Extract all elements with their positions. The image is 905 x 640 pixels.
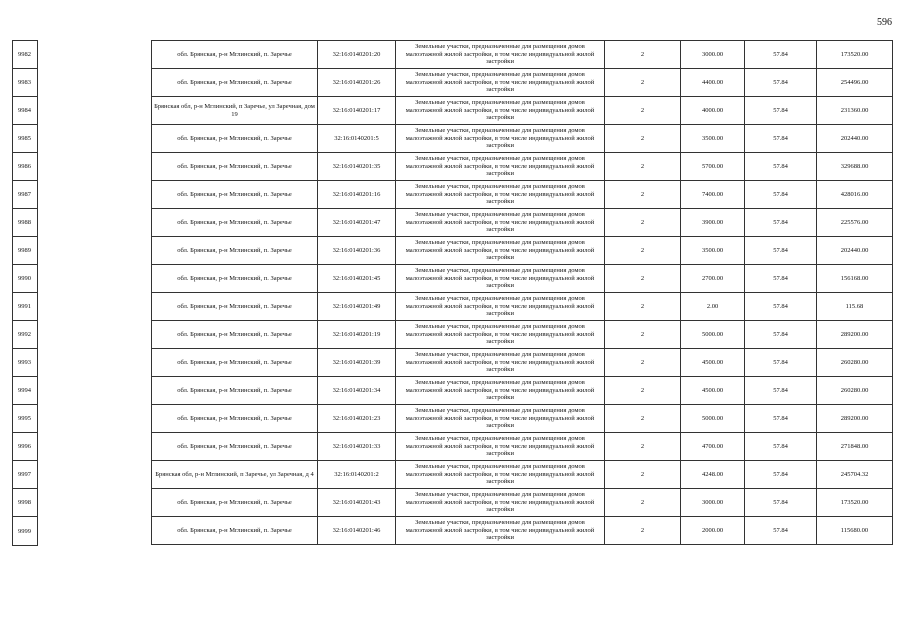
group-cell: 2 bbox=[605, 125, 681, 153]
group-cell: 2 bbox=[605, 209, 681, 237]
address-cell: обл. Брянская, р-н Мглинский, п. Заречье bbox=[152, 349, 318, 377]
land-purpose-cell: Земельные участки, предназначенные для размещения домов малоэтажной жилой застройки, в том числе индивидуальной жилой застройки bbox=[396, 405, 605, 433]
row-number: 9998 bbox=[13, 489, 37, 517]
table-row bbox=[152, 349, 893, 377]
row-number: 9991 bbox=[13, 293, 37, 321]
table-row bbox=[152, 377, 893, 405]
land-purpose-cell: Земельные участки, предназначенные для размещения домов малоэтажной жилой застройки, в том числе индивидуальной жилой застройки bbox=[396, 265, 605, 293]
cadastral-value-cell: 231360.00 bbox=[817, 97, 893, 125]
specific-value-cell: 57.84 bbox=[745, 209, 817, 237]
group-cell: 2 bbox=[605, 293, 681, 321]
table-row bbox=[152, 489, 893, 517]
address-cell: обл. Брянская, р-н Мглинский, п. Заречье bbox=[152, 181, 318, 209]
land-purpose-cell: Земельные участки, предназначенные для размещения домов малоэтажной жилой застройки, в том числе индивидуальной жилой застройки bbox=[396, 125, 605, 153]
row-number: 9990 bbox=[13, 265, 37, 293]
page-number: 596 bbox=[877, 17, 892, 28]
area-cell: 3500.00 bbox=[681, 237, 745, 265]
cadastral-number-cell: 32:16:0140201:46 bbox=[318, 517, 396, 545]
land-purpose-cell: Земельные участки, предназначенные для размещения домов малоэтажной жилой застройки, в том числе индивидуальной жилой застройки bbox=[396, 461, 605, 489]
cadastral-value-cell: 271848.00 bbox=[817, 433, 893, 461]
land-purpose-cell: Земельные участки, предназначенные для размещения домов малоэтажной жилой застройки, в том числе индивидуальной жилой застройки bbox=[396, 41, 605, 69]
area-cell: 4400.00 bbox=[681, 69, 745, 97]
group-cell: 2 bbox=[605, 237, 681, 265]
group-cell: 2 bbox=[605, 349, 681, 377]
address-cell: обл. Брянская, р-н Мглинский, п. Заречье bbox=[152, 209, 318, 237]
cadastral-number-cell: 32:16:0140201:35 bbox=[318, 153, 396, 181]
area-cell: 3000.00 bbox=[681, 489, 745, 517]
cadastral-value-cell: 115680.00 bbox=[817, 517, 893, 545]
row-number: 9994 bbox=[13, 377, 37, 405]
address-cell: обл. Брянская, р-н Мглинский, п. Заречье bbox=[152, 377, 318, 405]
table-row bbox=[152, 125, 893, 153]
group-cell: 2 bbox=[605, 265, 681, 293]
area-cell: 2700.00 bbox=[681, 265, 745, 293]
cadastral-number-cell: 32:16:0140201:49 bbox=[318, 293, 396, 321]
specific-value-cell: 57.84 bbox=[745, 237, 817, 265]
address-cell: обл. Брянская, р-н Мглинский, п. Заречье bbox=[152, 489, 318, 517]
table-row bbox=[152, 461, 893, 489]
address-cell: обл. Брянская, р-н Мглинский, п. Заречье bbox=[152, 405, 318, 433]
cadastral-number-cell: 32:16:0140201:43 bbox=[318, 489, 396, 517]
land-purpose-cell: Земельные участки, предназначенные для размещения домов малоэтажной жилой застройки, в том числе индивидуальной жилой застройки bbox=[396, 97, 605, 125]
address-cell: обл. Брянская, р-н Мглинский, п. Заречье bbox=[152, 41, 318, 69]
specific-value-cell: 57.84 bbox=[745, 517, 817, 545]
area-cell: 2.00 bbox=[681, 293, 745, 321]
group-cell: 2 bbox=[605, 489, 681, 517]
cadastral-number-cell: 32:16:0140201:5 bbox=[318, 125, 396, 153]
specific-value-cell: 57.84 bbox=[745, 321, 817, 349]
cadastral-number-cell: 32:16:0140201:19 bbox=[318, 321, 396, 349]
cadastral-value-cell: 225576.00 bbox=[817, 209, 893, 237]
specific-value-cell: 57.84 bbox=[745, 349, 817, 377]
group-cell: 2 bbox=[605, 41, 681, 69]
address-cell: обл. Брянская, р-н Мглинский, п. Заречье bbox=[152, 125, 318, 153]
address-cell: обл. Брянская, р-н Мглинский, п. Заречье bbox=[152, 517, 318, 545]
specific-value-cell: 57.84 bbox=[745, 489, 817, 517]
cadastral-number-cell: 32:16:0140201:16 bbox=[318, 181, 396, 209]
cadastral-number-cell: 32:16:0140201:45 bbox=[318, 265, 396, 293]
land-purpose-cell: Земельные участки, предназначенные для размещения домов малоэтажной жилой застройки, в том числе индивидуальной жилой застройки bbox=[396, 293, 605, 321]
land-purpose-cell: Земельные участки, предназначенные для размещения домов малоэтажной жилой застройки, в том числе индивидуальной жилой застройки bbox=[396, 181, 605, 209]
specific-value-cell: 57.84 bbox=[745, 461, 817, 489]
address-cell: Брянская обл, р-н Мглинский, п Заречье, ул Заречная, д 4 bbox=[152, 461, 318, 489]
land-purpose-cell: Земельные участки, предназначенные для размещения домов малоэтажной жилой застройки, в том числе индивидуальной жилой застройки bbox=[396, 69, 605, 97]
area-cell: 2000.00 bbox=[681, 517, 745, 545]
cadastral-value-cell: 245704.32 bbox=[817, 461, 893, 489]
address-cell: обл. Брянская, р-н Мглинский, п. Заречье bbox=[152, 153, 318, 181]
row-number: 9984 bbox=[13, 97, 37, 125]
cadastral-number-cell: 32:16:0140201:33 bbox=[318, 433, 396, 461]
cadastral-number-cell: 32:16:0140201:39 bbox=[318, 349, 396, 377]
specific-value-cell: 57.84 bbox=[745, 125, 817, 153]
address-cell: обл. Брянская, р-н Мглинский, п. Заречье bbox=[152, 433, 318, 461]
area-cell: 4000.00 bbox=[681, 97, 745, 125]
specific-value-cell: 57.84 bbox=[745, 41, 817, 69]
cadastral-number-cell: 32:16:0140201:34 bbox=[318, 377, 396, 405]
cadastral-value-cell: 254496.00 bbox=[817, 69, 893, 97]
land-purpose-cell: Земельные участки, предназначенные для размещения домов малоэтажной жилой застройки, в том числе индивидуальной жилой застройки bbox=[396, 433, 605, 461]
row-number: 9995 bbox=[13, 405, 37, 433]
table-row bbox=[152, 237, 893, 265]
row-number: 9993 bbox=[13, 349, 37, 377]
group-cell: 2 bbox=[605, 181, 681, 209]
row-number: 9989 bbox=[13, 237, 37, 265]
table-row bbox=[152, 69, 893, 97]
land-purpose-cell: Земельные участки, предназначенные для размещения домов малоэтажной жилой застройки, в том числе индивидуальной жилой застройки bbox=[396, 517, 605, 545]
row-number: 9997 bbox=[13, 461, 37, 489]
group-cell: 2 bbox=[605, 405, 681, 433]
address-cell: обл. Брянская, р-н Мглинский, п. Заречье bbox=[152, 69, 318, 97]
row-number: 9982 bbox=[13, 41, 37, 69]
cadastral-value-cell: 173520.00 bbox=[817, 489, 893, 517]
cadastral-value-cell: 115.68 bbox=[817, 293, 893, 321]
area-cell: 5700.00 bbox=[681, 153, 745, 181]
table-row bbox=[152, 97, 893, 125]
cadastral-value-table bbox=[151, 40, 893, 545]
row-number: 9983 bbox=[13, 69, 37, 97]
specific-value-cell: 57.84 bbox=[745, 405, 817, 433]
land-purpose-cell: Земельные участки, предназначенные для размещения домов малоэтажной жилой застройки, в том числе индивидуальной жилой застройки bbox=[396, 489, 605, 517]
cadastral-number-cell: 32:16:0140201:17 bbox=[318, 97, 396, 125]
cadastral-number-cell: 32:16:0140201:2 bbox=[318, 461, 396, 489]
area-cell: 4700.00 bbox=[681, 433, 745, 461]
specific-value-cell: 57.84 bbox=[745, 97, 817, 125]
cadastral-number-cell: 32:16:0140201:20 bbox=[318, 41, 396, 69]
table-row bbox=[152, 181, 893, 209]
land-purpose-cell: Земельные участки, предназначенные для размещения домов малоэтажной жилой застройки, в том числе индивидуальной жилой застройки bbox=[396, 209, 605, 237]
cadastral-value-cell: 156168.00 bbox=[817, 265, 893, 293]
row-number: 9988 bbox=[13, 209, 37, 237]
cadastral-number-cell: 32:16:0140201:26 bbox=[318, 69, 396, 97]
cadastral-value-cell: 260280.00 bbox=[817, 377, 893, 405]
specific-value-cell: 57.84 bbox=[745, 433, 817, 461]
row-number: 9992 bbox=[13, 321, 37, 349]
table-row bbox=[152, 293, 893, 321]
cadastral-value-cell: 428016.00 bbox=[817, 181, 893, 209]
row-number: 9999 bbox=[18, 527, 31, 535]
row-number: 9985 bbox=[13, 125, 37, 153]
row-number: 9986 bbox=[13, 153, 37, 181]
group-cell: 2 bbox=[605, 461, 681, 489]
group-cell: 2 bbox=[605, 153, 681, 181]
specific-value-cell: 57.84 bbox=[745, 181, 817, 209]
cadastral-value-cell: 289200.00 bbox=[817, 405, 893, 433]
specific-value-cell: 57.84 bbox=[745, 69, 817, 97]
table-row bbox=[152, 517, 893, 545]
area-cell: 3000.00 bbox=[681, 41, 745, 69]
area-cell: 5000.00 bbox=[681, 321, 745, 349]
row-number: 9987 bbox=[13, 181, 37, 209]
land-purpose-cell: Земельные участки, предназначенные для размещения домов малоэтажной жилой застройки, в том числе индивидуальной жилой застройки bbox=[396, 321, 605, 349]
cadastral-value-cell: 289200.00 bbox=[817, 321, 893, 349]
address-cell: обл. Брянская, р-н Мглинский, п. Заречье bbox=[152, 293, 318, 321]
cadastral-value-cell: 173520.00 bbox=[817, 41, 893, 69]
table-row bbox=[152, 433, 893, 461]
address-cell: обл. Брянская, р-н Мглинский, п. Заречье bbox=[152, 265, 318, 293]
area-cell: 5000.00 bbox=[681, 405, 745, 433]
cadastral-number-cell: 32:16:0140201:36 bbox=[318, 237, 396, 265]
row-number-column bbox=[12, 40, 38, 546]
cadastral-value-cell: 329688.00 bbox=[817, 153, 893, 181]
address-cell: Брянская обл, р-н Мглинский, п Заречье, ул Заречная, дом 19 bbox=[152, 97, 318, 125]
area-cell: 7400.00 bbox=[681, 181, 745, 209]
table-row bbox=[152, 265, 893, 293]
group-cell: 2 bbox=[605, 97, 681, 125]
specific-value-cell: 57.84 bbox=[745, 293, 817, 321]
group-cell: 2 bbox=[605, 377, 681, 405]
table-row bbox=[152, 41, 893, 69]
group-cell: 2 bbox=[605, 433, 681, 461]
group-cell: 2 bbox=[605, 321, 681, 349]
cadastral-value-cell: 260280.00 bbox=[817, 349, 893, 377]
area-cell: 4500.00 bbox=[681, 349, 745, 377]
land-purpose-cell: Земельные участки, предназначенные для размещения домов малоэтажной жилой застройки, в том числе индивидуальной жилой застройки bbox=[396, 153, 605, 181]
area-cell: 4500.00 bbox=[681, 377, 745, 405]
area-cell: 3500.00 bbox=[681, 125, 745, 153]
specific-value-cell: 57.84 bbox=[745, 377, 817, 405]
area-cell: 4248.00 bbox=[681, 461, 745, 489]
cadastral-value-cell: 202440.00 bbox=[817, 237, 893, 265]
group-cell: 2 bbox=[605, 69, 681, 97]
table-row bbox=[152, 405, 893, 433]
land-purpose-cell: Земельные участки, предназначенные для размещения домов малоэтажной жилой застройки, в том числе индивидуальной жилой застройки bbox=[396, 237, 605, 265]
table-row bbox=[152, 209, 893, 237]
cadastral-value-cell: 202440.00 bbox=[817, 125, 893, 153]
group-cell: 2 bbox=[605, 517, 681, 545]
table-row bbox=[152, 153, 893, 181]
specific-value-cell: 57.84 bbox=[745, 153, 817, 181]
land-purpose-cell: Земельные участки, предназначенные для размещения домов малоэтажной жилой застройки, в том числе индивидуальной жилой застройки bbox=[396, 377, 605, 405]
area-cell: 3900.00 bbox=[681, 209, 745, 237]
cadastral-number-cell: 32:16:0140201:23 bbox=[318, 405, 396, 433]
land-purpose-cell: Земельные участки, предназначенные для размещения домов малоэтажной жилой застройки, в том числе индивидуальной жилой застройки bbox=[396, 349, 605, 377]
address-cell: обл. Брянская, р-н Мглинский, п. Заречье bbox=[152, 321, 318, 349]
address-cell: обл. Брянская, р-н Мглинский, п. Заречье bbox=[152, 237, 318, 265]
row-number: 9996 bbox=[13, 433, 37, 461]
table-row bbox=[152, 321, 893, 349]
specific-value-cell: 57.84 bbox=[745, 265, 817, 293]
cadastral-number-cell: 32:16:0140201:47 bbox=[318, 209, 396, 237]
